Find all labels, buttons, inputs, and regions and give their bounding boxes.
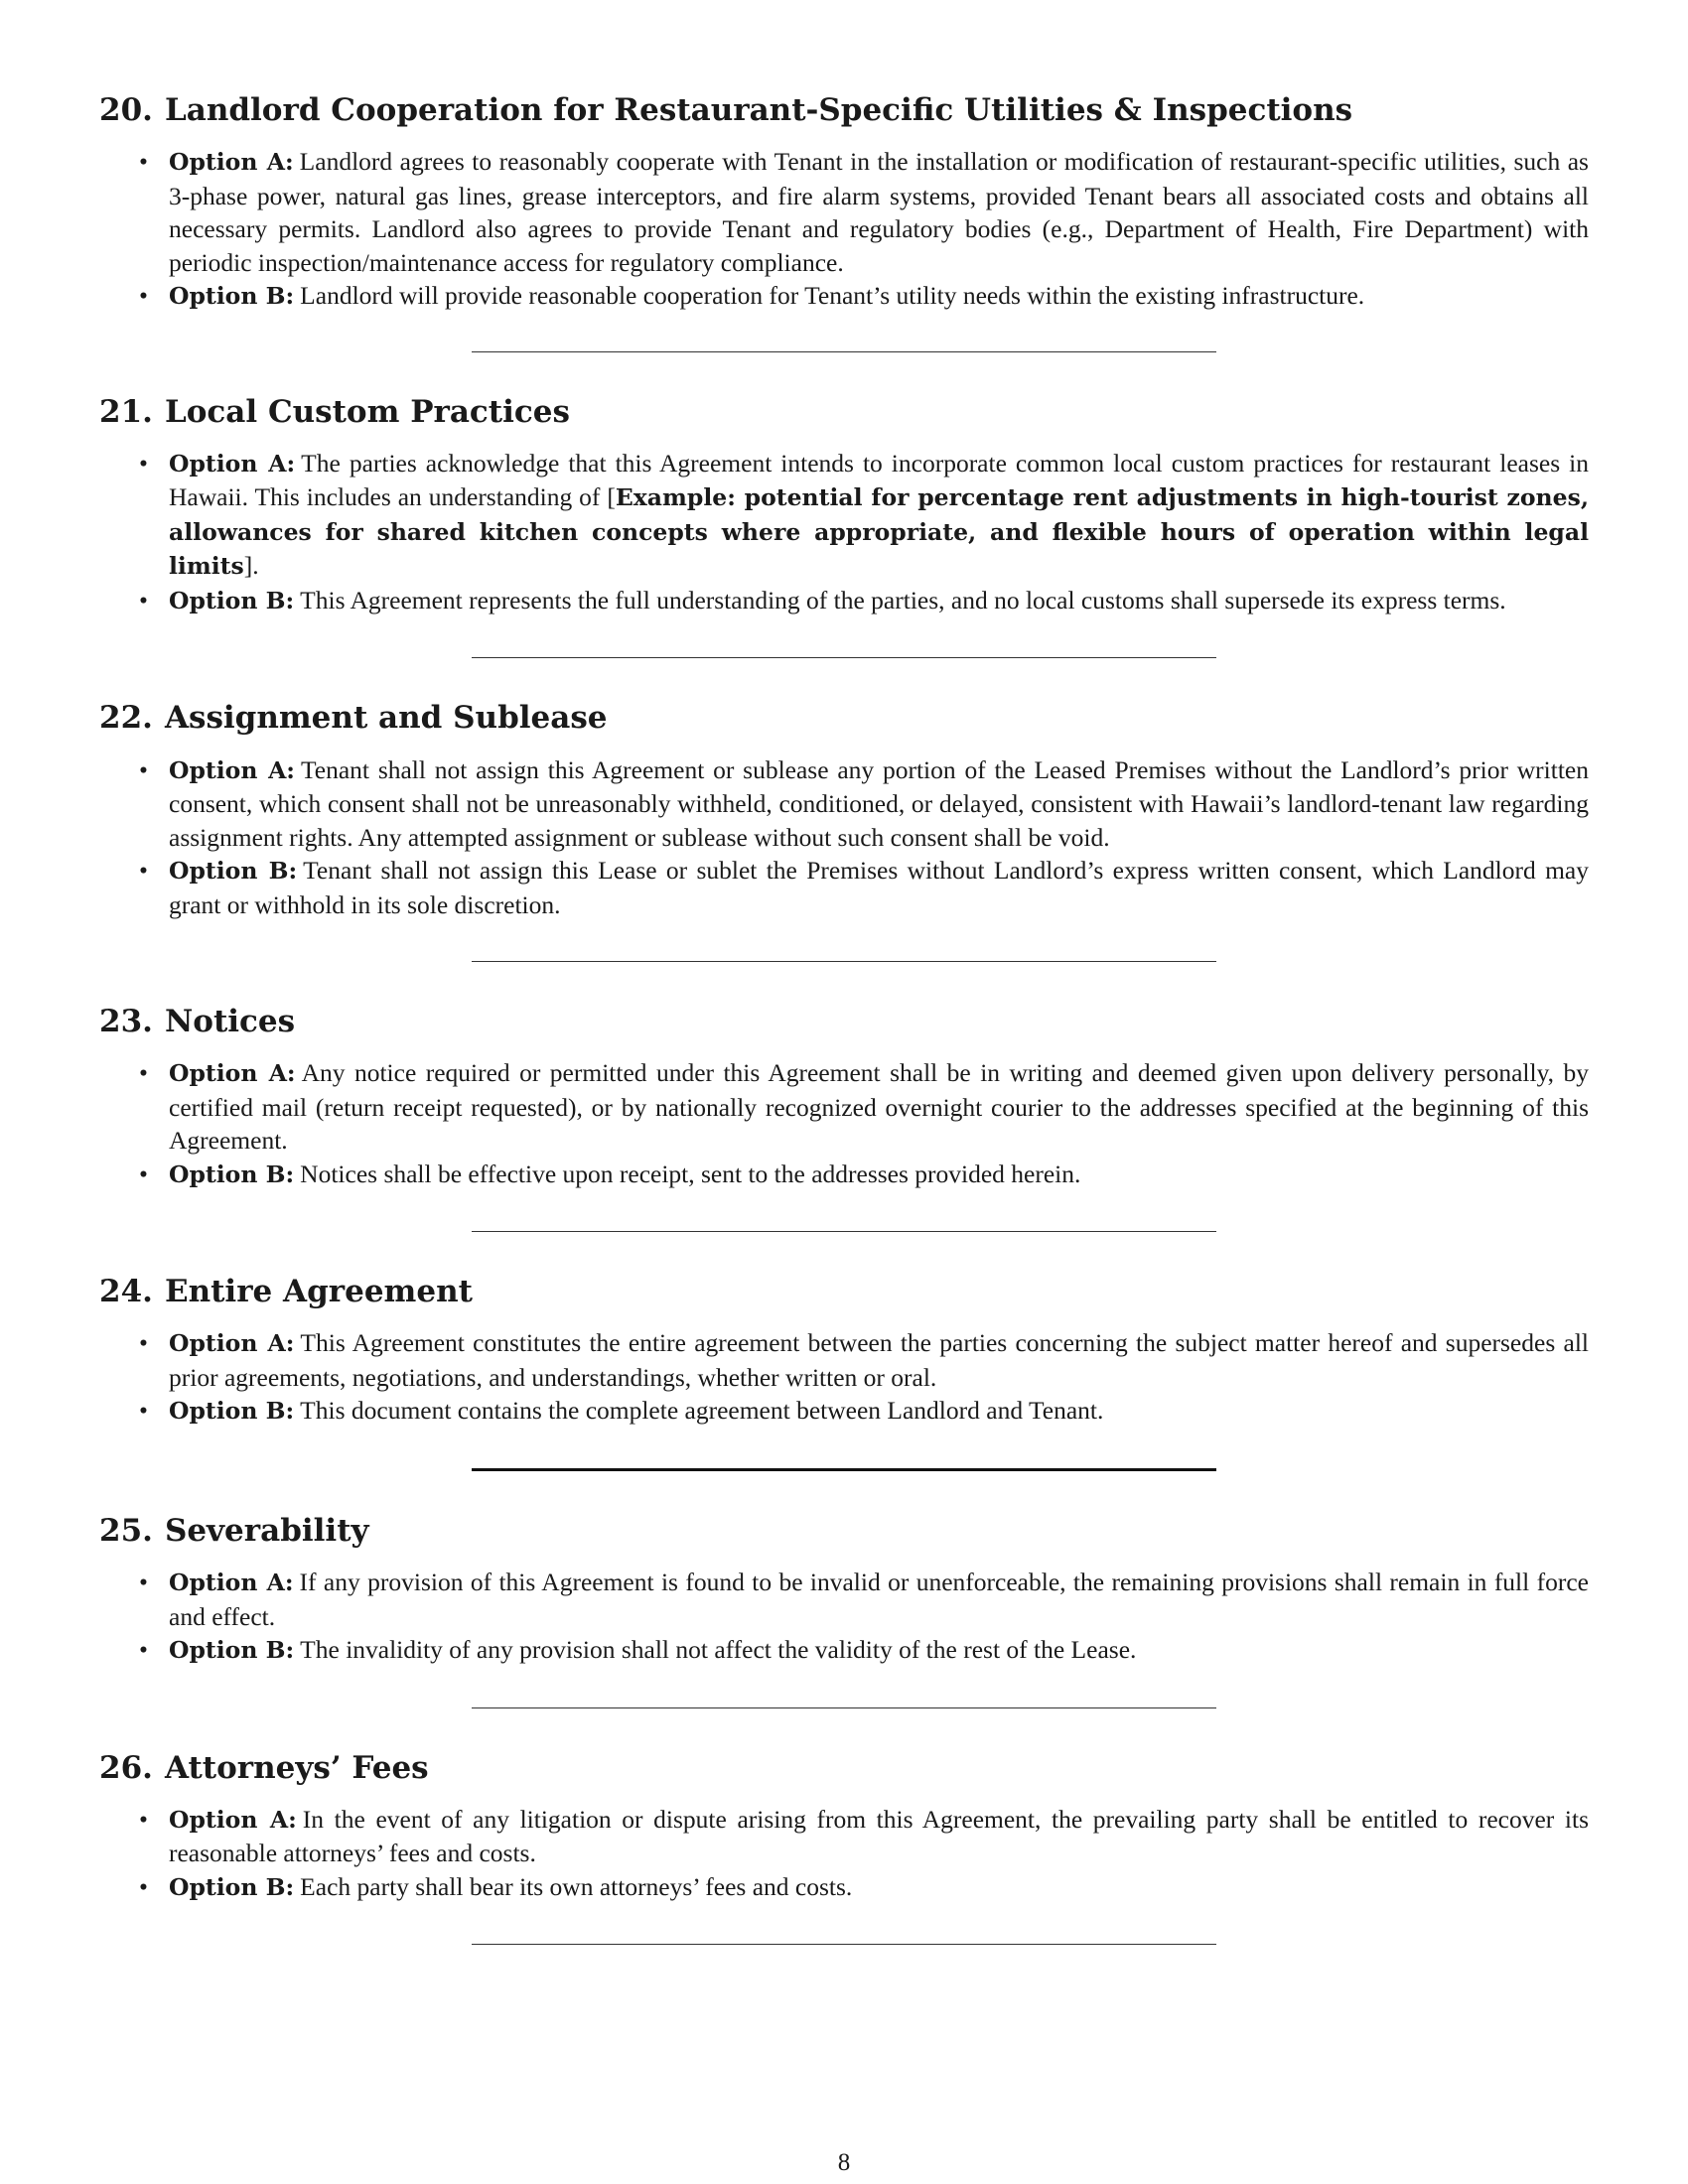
option-item bbox=[99, 1056, 1589, 1158]
bullet-icon: • bbox=[139, 754, 148, 784]
section-title: Attorneys’ Fees bbox=[164, 1749, 429, 1786]
option-text: Landlord will provide reasonable cooperation for Tenant’s utility needs within the existing infrastructure. bbox=[300, 281, 1365, 311]
section-divider bbox=[472, 1707, 1216, 1708]
section-heading bbox=[99, 92, 1589, 129]
bullet-icon: • bbox=[139, 856, 148, 886]
option-item bbox=[99, 1633, 1589, 1668]
option-item bbox=[99, 1870, 1589, 1905]
option-list bbox=[99, 753, 1589, 922]
section-heading bbox=[99, 1513, 1589, 1550]
option-text: This Agreement represents the full understanding of the parties, and no local customs shall supersede its express terms. bbox=[300, 585, 1506, 614]
section-title: Entire Agreement bbox=[164, 1274, 473, 1310]
section-26 bbox=[99, 1750, 1589, 1905]
section-divider bbox=[472, 1468, 1216, 1471]
option-text: Any notice required or permitted under this Agreement shall be in writing and deemed given upon delivery personally, by certified mail (return receipt requested), or by nationally recognized overnight courier to the addresses specified at the beginning of this Agreement. bbox=[169, 1058, 1589, 1156]
option-item bbox=[99, 1394, 1589, 1429]
section-25 bbox=[99, 1513, 1589, 1668]
option-label: Option B: bbox=[169, 282, 295, 311]
section-title: Local Custom Practices bbox=[164, 393, 570, 430]
option-list bbox=[99, 1566, 1589, 1668]
option-text-end: ]. bbox=[243, 551, 259, 581]
section-title: Landlord Cooperation for Restaurant-Specific Utilities & Inspections bbox=[164, 92, 1353, 128]
section-22 bbox=[99, 700, 1589, 921]
section-20 bbox=[99, 92, 1589, 314]
section-divider bbox=[472, 961, 1216, 962]
option-label: Option A: bbox=[169, 1805, 297, 1834]
page-number: 8 bbox=[837, 2149, 851, 2176]
option-list bbox=[99, 1056, 1589, 1191]
section-heading bbox=[99, 1274, 1589, 1310]
section-heading bbox=[99, 1004, 1589, 1040]
bullet-icon: • bbox=[139, 1804, 148, 1834]
option-label: Option B: bbox=[169, 857, 298, 886]
option-text: This Agreement constitutes the entire agreement between the parties concerning the subject matter hereof and supersedes all prior agreements, negotiations, and understandings, whether written or oral. bbox=[169, 1328, 1589, 1392]
option-item bbox=[99, 1326, 1589, 1394]
option-text: Tenant shall not assign this Lease or sublet the Premises without Landlord’s express written consent, which Landlord may grant or withhold in its sole discretion. bbox=[169, 856, 1589, 919]
option-item bbox=[99, 1803, 1589, 1870]
option-example-text: Example: potential for percentage rent adjustments in high-tourist zones, allowances for shared kitchen concepts where appropriate, and flexible hours of operation within legal limits bbox=[169, 483, 1589, 581]
option-text: This document contains the complete agreement between Landlord and Tenant. bbox=[300, 1396, 1104, 1426]
section-number: 22. bbox=[99, 700, 153, 737]
document-page bbox=[99, 92, 1589, 1945]
option-label: Option A: bbox=[169, 1569, 294, 1597]
option-item bbox=[99, 854, 1589, 921]
option-label: Option A: bbox=[169, 755, 295, 784]
section-heading bbox=[99, 1750, 1589, 1787]
option-label: Option A: bbox=[169, 449, 296, 478]
section-number: 23. bbox=[99, 1004, 153, 1040]
option-text: The invalidity of any provision shall not affect the validity of the rest of the Lease. bbox=[300, 1635, 1137, 1665]
bullet-icon: • bbox=[139, 1159, 148, 1188]
bullet-icon: • bbox=[139, 448, 148, 478]
option-text: Each party shall bear its own attorneys’ fees and costs. bbox=[300, 1871, 853, 1901]
section-23 bbox=[99, 1004, 1589, 1191]
option-text: Tenant shall not assign this Agreement or sublease any portion of the Leased Premises without the Landlord’s prior written consent, which consent shall not be unreasonably withheld, conditioned, or delayed, consistent with Hawaii’s landlord-tenant law regarding assignment rights. Any attempted assignment or sublease without such consent shall be void. bbox=[169, 754, 1589, 852]
bullet-icon: • bbox=[139, 1871, 148, 1901]
bullet-icon: • bbox=[139, 281, 148, 311]
section-number: 24. bbox=[99, 1274, 153, 1310]
option-item bbox=[99, 447, 1589, 584]
section-24 bbox=[99, 1274, 1589, 1429]
option-list bbox=[99, 145, 1589, 314]
option-list bbox=[99, 1326, 1589, 1429]
section-title: Notices bbox=[164, 1004, 296, 1040]
option-text: If any provision of this Agreement is found to be invalid or unenforceable, the remaining provisions shall remain in full force and effect. bbox=[169, 1568, 1589, 1631]
section-title: Assignment and Sublease bbox=[164, 700, 608, 737]
option-label: Option A: bbox=[169, 148, 294, 177]
option-item bbox=[99, 1566, 1589, 1633]
section-divider bbox=[472, 1944, 1216, 1945]
option-label: Option B: bbox=[169, 1397, 295, 1426]
option-label: Option B: bbox=[169, 586, 295, 614]
option-text: Landlord agrees to reasonably cooperate with Tenant in the installation or modification of restaurant-specific utilities, such as 3-phase power, natural gas lines, grease interceptors, and fire alarm systems, provided Tenant bears all associated costs and obtains all necessary permits. Landlord also agrees to provide Tenant and regulatory bodies (e.g., Department of Health, Fire Department) with periodic inspection/maintenance access for regulatory compliance. bbox=[169, 147, 1589, 277]
bullet-icon: • bbox=[139, 1568, 148, 1597]
section-number: 26. bbox=[99, 1749, 153, 1786]
section-number: 20. bbox=[99, 92, 153, 128]
bullet-icon: • bbox=[139, 1396, 148, 1426]
option-list bbox=[99, 1803, 1589, 1905]
section-heading bbox=[99, 394, 1589, 431]
option-item bbox=[99, 1158, 1589, 1192]
option-item bbox=[99, 145, 1589, 279]
bullet-icon: • bbox=[139, 147, 148, 177]
section-divider bbox=[472, 351, 1216, 352]
bullet-icon: • bbox=[139, 585, 148, 614]
option-text: The parties acknowledge that this Agreement intends to incorporate common local custom practices for restaurant leases in Hawaii. This includes an understanding of [ bbox=[169, 448, 1589, 512]
option-label: Option B: bbox=[169, 1636, 295, 1665]
bullet-icon: • bbox=[139, 1635, 148, 1665]
section-title: Severability bbox=[164, 1512, 369, 1549]
section-21 bbox=[99, 394, 1589, 618]
section-divider bbox=[472, 1231, 1216, 1232]
option-label: Option A: bbox=[169, 1329, 295, 1358]
section-heading bbox=[99, 700, 1589, 737]
bullet-icon: • bbox=[139, 1328, 148, 1358]
option-label: Option B: bbox=[169, 1872, 295, 1901]
option-list bbox=[99, 447, 1589, 618]
option-item bbox=[99, 279, 1589, 314]
section-number: 25. bbox=[99, 1512, 153, 1549]
option-item bbox=[99, 753, 1589, 855]
option-label: Option A: bbox=[169, 1059, 296, 1088]
section-divider bbox=[472, 657, 1216, 658]
option-label: Option B: bbox=[169, 1160, 295, 1188]
section-number: 21. bbox=[99, 393, 153, 430]
option-text: Notices shall be effective upon receipt, sent to the addresses provided herein. bbox=[300, 1159, 1081, 1188]
option-item bbox=[99, 584, 1589, 618]
option-text: In the event of any litigation or dispute arising from this Agreement, the prevailing party shall be entitled to recover its reasonable attorneys’ fees and costs. bbox=[169, 1804, 1589, 1868]
bullet-icon: • bbox=[139, 1058, 148, 1088]
